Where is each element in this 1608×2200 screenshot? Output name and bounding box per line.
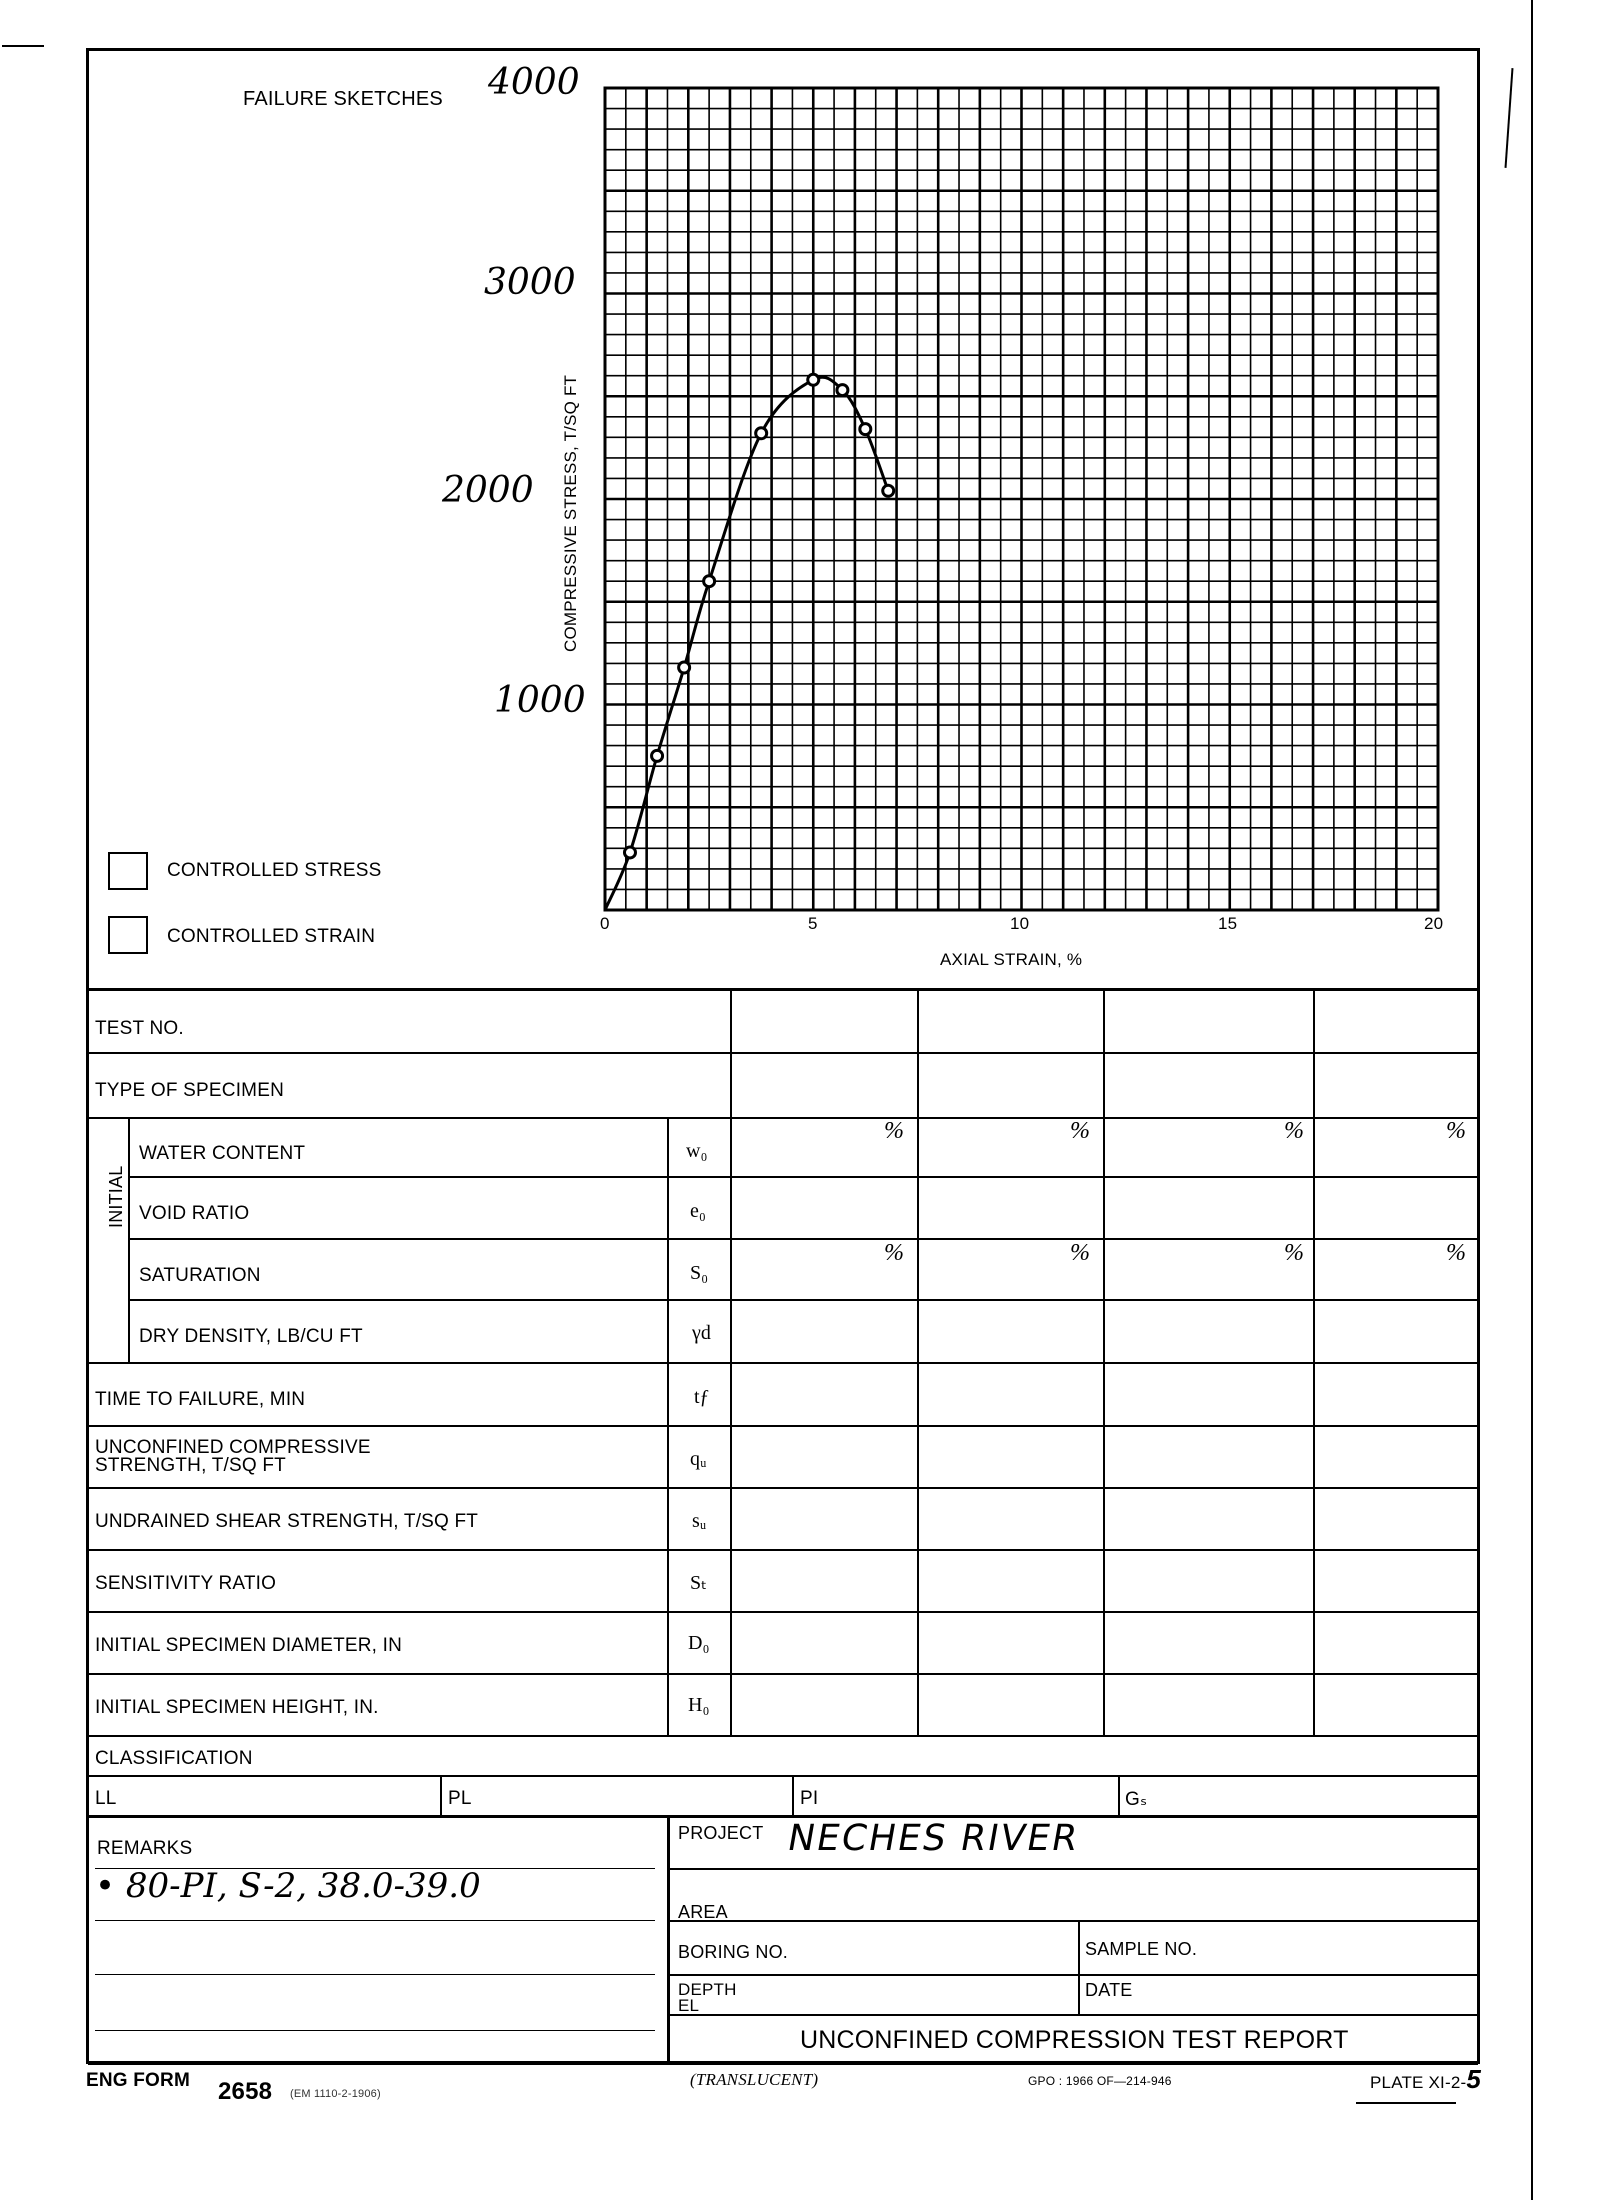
table-rule	[1313, 988, 1315, 1735]
water-content-pct-2: %	[1070, 1118, 1090, 1144]
el-label: EL	[678, 1996, 700, 2015]
table-rule	[88, 1673, 1478, 1675]
boring-no-label: BORING NO.	[678, 1942, 789, 1962]
ll-field[interactable]: LL	[95, 1788, 117, 1809]
x-tick-5: 5	[808, 914, 818, 933]
x-tick-10: 10	[1010, 914, 1030, 933]
row-label-void-ratio: VOID RATIO	[139, 1203, 250, 1224]
symbol-w0: w₀	[686, 1140, 708, 1162]
row-label-saturation: SATURATION	[139, 1265, 261, 1286]
controlled-strain-label: CONTROLLED STRAIN	[167, 926, 376, 947]
sample-no-label: SAMPLE NO.	[1085, 1939, 1198, 1959]
pl-field[interactable]: PL	[448, 1788, 472, 1809]
table-rule	[88, 1611, 1478, 1613]
table-rule	[88, 1775, 1478, 1777]
depth-label: DEPTH	[678, 1980, 737, 1999]
table-rule	[88, 1487, 1478, 1489]
symbol-h0: H₀	[688, 1694, 710, 1716]
controlled-stress-checkbox[interactable]	[108, 852, 148, 890]
table-rule	[917, 988, 919, 1735]
gpo-label: GPO : 1966 OF—214-946	[1028, 2074, 1172, 2088]
table-rule	[95, 1974, 655, 1975]
table-rule	[88, 988, 1478, 991]
symbol-d0: D₀	[688, 1632, 710, 1654]
row-label-height: INITIAL SPECIMEN HEIGHT, IN.	[95, 1697, 379, 1718]
symbol-s0: S₀	[690, 1262, 709, 1284]
table-rule	[88, 1549, 1478, 1551]
table-rule	[88, 1425, 1478, 1427]
row-label-diameter: INITIAL SPECIMEN DIAMETER, IN	[95, 1635, 403, 1656]
plate-label	[1370, 2064, 1481, 2095]
pi-field[interactable]: PI	[800, 1788, 819, 1809]
saturation-pct-1: %	[884, 1240, 904, 1266]
table-rule	[95, 2030, 655, 2031]
symbol-st: Sₜ	[690, 1572, 708, 1594]
table-rule	[792, 1775, 794, 1815]
table-rule	[667, 1920, 1478, 1922]
eng-form-label: ENG FORM	[86, 2070, 190, 2091]
table-rule	[128, 1176, 1478, 1178]
table-rule	[1103, 988, 1105, 1735]
x-tick-20: 20	[1424, 914, 1444, 933]
table-rule	[667, 1974, 1478, 1976]
plate-underline	[1356, 2102, 1456, 2104]
project-value[interactable]: NECHES RIVER	[784, 1818, 1083, 1859]
symbol-e0: e₀	[690, 1200, 706, 1222]
table-rule	[88, 1735, 1478, 1737]
controlled-stress-label: CONTROLLED STRESS	[167, 860, 382, 881]
table-rule	[440, 1775, 442, 1815]
table-rule	[88, 1117, 1478, 1119]
row-label-sensitivity: SENSITIVITY RATIO	[95, 1573, 277, 1594]
x-tick-15: 15	[1218, 914, 1238, 933]
remarks-label: REMARKS	[97, 1838, 193, 1859]
y-tick-4000: 4000	[488, 62, 580, 103]
stress-strain-chart	[0, 0, 1608, 1000]
row-label-water-content: WATER CONTENT	[139, 1143, 306, 1164]
initial-group-label: INITIAL	[106, 1165, 126, 1228]
classification-label: CLASSIFICATION	[95, 1748, 253, 1769]
project-label: PROJECT	[678, 1823, 764, 1843]
area-label: AREA	[678, 1902, 728, 1922]
translucent-label: (TRANSLUCENT)	[690, 2070, 819, 2089]
y-tick-3000: 3000	[484, 262, 576, 303]
row-label-time-to-failure: TIME TO FAILURE, MIN	[95, 1389, 306, 1410]
saturation-pct-3: %	[1284, 1240, 1304, 1266]
row-label-ucs-line2: STRENGTH, T/SQ FT	[95, 1455, 286, 1476]
eng-form-note: (EM 1110-2-1906)	[290, 2088, 381, 2100]
saturation-pct-2: %	[1070, 1240, 1090, 1266]
water-content-pct-4: %	[1446, 1118, 1466, 1144]
table-rule	[667, 1117, 669, 1735]
eng-form-number: 2658	[218, 2078, 273, 2105]
table-rule	[88, 1362, 1478, 1364]
plate-prefix: PLATE XI-2-	[1370, 2073, 1467, 2092]
x-tick-0: 0	[600, 914, 610, 933]
table-rule	[128, 1299, 1478, 1301]
table-rule	[95, 1920, 655, 1921]
table-rule	[1078, 1920, 1080, 2014]
table-rule	[730, 988, 732, 1735]
symbol-su: sᵤ	[692, 1510, 707, 1532]
plate-number: 5	[1466, 2064, 1482, 2094]
gs-field[interactable]: Gₛ	[1125, 1789, 1148, 1810]
row-label-undrained-shear: UNDRAINED SHEAR STRENGTH, T/SQ FT	[95, 1511, 479, 1532]
table-rule	[88, 1815, 1478, 1818]
row-label-ucs-line1: UNCONFINED COMPRESSIVE	[95, 1437, 371, 1458]
table-rule	[667, 1815, 670, 2063]
table-rule	[667, 1868, 1478, 1870]
table-rule	[128, 1117, 130, 1362]
table-rule	[88, 2062, 1478, 2065]
symbol-qu: qᵤ	[690, 1448, 707, 1470]
report-title: UNCONFINED COMPRESSION TEST REPORT	[800, 2026, 1349, 2054]
symbol-gamma-d: γd	[692, 1322, 711, 1344]
date-label: DATE	[1085, 1980, 1133, 2000]
y-axis-label: COMPRESSIVE STRESS, T/SQ FT	[561, 374, 580, 652]
table-rule	[1118, 1775, 1120, 1815]
water-content-pct-1: %	[884, 1118, 904, 1144]
row-label-dry-density: DRY DENSITY, LB/CU FT	[139, 1326, 363, 1347]
row-label-test-no: TEST NO.	[95, 1018, 184, 1039]
saturation-pct-4: %	[1446, 1240, 1466, 1266]
remarks-value[interactable]: • 80-PI, S-2, 38.0-39.0	[95, 1866, 481, 1906]
x-axis-label: AXIAL STRAIN, %	[940, 950, 1083, 969]
y-tick-1000: 1000	[494, 680, 586, 721]
failure-sketches-label: FAILURE SKETCHES	[243, 88, 443, 110]
symbol-tf: tƒ	[694, 1386, 710, 1408]
water-content-pct-3: %	[1284, 1118, 1304, 1144]
table-rule	[88, 1052, 1478, 1054]
controlled-strain-checkbox[interactable]	[108, 916, 148, 954]
y-tick-2000: 2000	[442, 470, 534, 511]
row-label-type-of-specimen: TYPE OF SPECIMEN	[95, 1080, 285, 1101]
table-rule	[128, 1238, 1478, 1240]
table-rule	[667, 2014, 1478, 2016]
